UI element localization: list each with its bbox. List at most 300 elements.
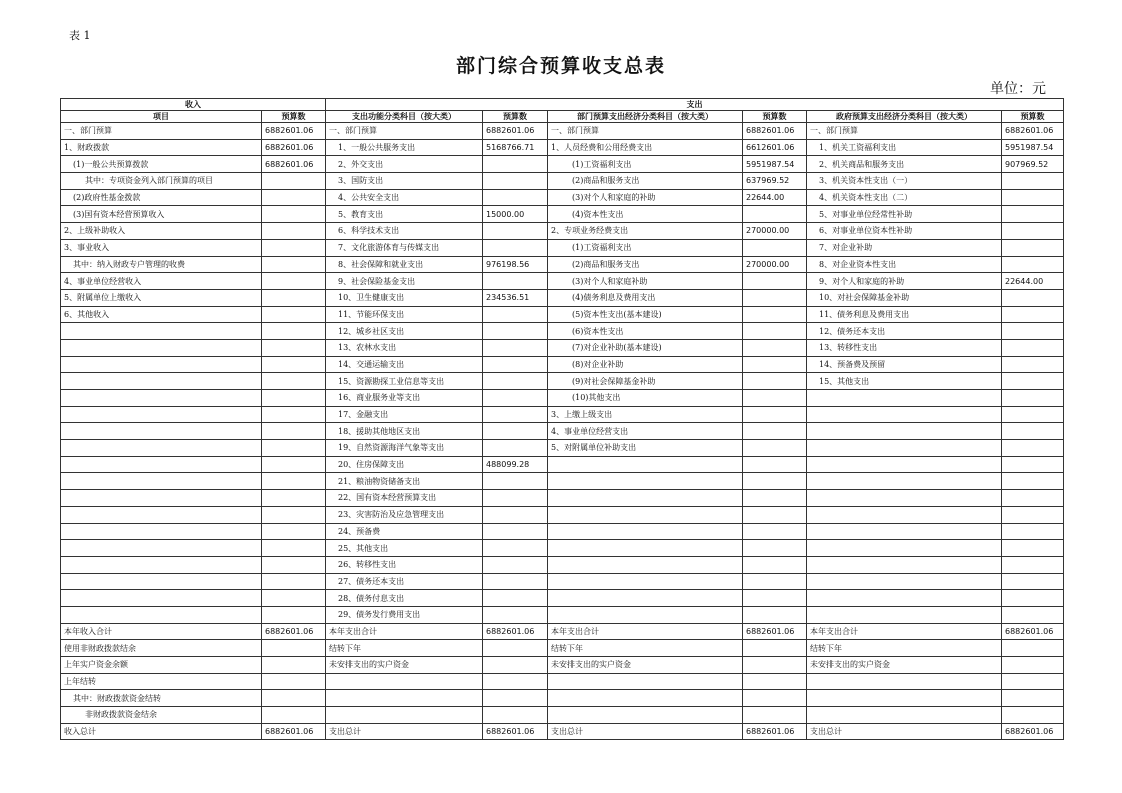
table-row xyxy=(61,156,1064,173)
gov-econ-amount xyxy=(1002,173,1064,190)
table-row xyxy=(61,206,1064,223)
gov-econ-amount xyxy=(1002,289,1064,306)
page-title: 部门综合预算收支总表 xyxy=(455,55,666,77)
gov-econ-item: 本年支出合计 xyxy=(807,623,1002,640)
income-item: 使用非财政拨款结余 xyxy=(61,640,262,657)
dept-econ-class-header: 部门预算支出经济分类科目（按大类） xyxy=(548,111,743,123)
income-item: 一、部门预算 xyxy=(61,123,262,140)
income-item: 1、财政拨款 xyxy=(61,139,262,156)
table-row xyxy=(61,239,1064,256)
income-item: 2、上级补助收入 xyxy=(61,223,262,240)
function-item: 11、节能环保支出 xyxy=(326,306,483,323)
income-amount xyxy=(262,540,326,557)
function-item: 9、社会保险基金支出 xyxy=(326,273,483,290)
income-item xyxy=(61,506,262,523)
dept-econ-item xyxy=(548,606,743,623)
function-amount xyxy=(483,473,548,490)
income-item xyxy=(61,390,262,407)
function-item: 3、国防支出 xyxy=(326,173,483,190)
function-item xyxy=(326,707,483,724)
table-row xyxy=(61,556,1064,573)
function-amount xyxy=(483,506,548,523)
income-amount xyxy=(262,273,326,290)
gov-econ-amount xyxy=(1002,339,1064,356)
gov-econ-item: 13、转移性支出 xyxy=(807,339,1002,356)
gov-econ-item: 未安排支出的实户资金 xyxy=(807,657,1002,674)
dept-econ-amount xyxy=(743,423,807,440)
table-row xyxy=(61,440,1064,457)
income-amount xyxy=(262,239,326,256)
dept-econ-item xyxy=(548,673,743,690)
gov-econ-item: 7、对企业补助 xyxy=(807,239,1002,256)
gov-econ-amount xyxy=(1002,556,1064,573)
dept-econ-amount xyxy=(743,306,807,323)
function-amount xyxy=(483,339,548,356)
table-row xyxy=(61,339,1064,356)
function-item: 22、国有资本经营预算支出 xyxy=(326,490,483,507)
income-amount: 6882601.06 xyxy=(262,156,326,173)
income-amount xyxy=(262,523,326,540)
gov-econ-item: 3、机关资本性支出（一） xyxy=(807,173,1002,190)
dept-econ-item: (3)对个人和家庭的补助 xyxy=(548,189,743,206)
dept-econ-item xyxy=(548,473,743,490)
budget-table xyxy=(60,98,1064,740)
dept-econ-item xyxy=(548,523,743,540)
function-item xyxy=(326,673,483,690)
income-amount xyxy=(262,173,326,190)
table-row xyxy=(61,373,1064,390)
income-item xyxy=(61,373,262,390)
dept-econ-amount: 22644.00 xyxy=(743,189,807,206)
gov-econ-item xyxy=(807,590,1002,607)
dept-econ-amount xyxy=(743,356,807,373)
table-row xyxy=(61,657,1064,674)
gov-econ-amount: 6882601.06 xyxy=(1002,123,1064,140)
function-amount xyxy=(483,573,548,590)
dept-econ-amount xyxy=(743,506,807,523)
function-amount xyxy=(483,490,548,507)
gov-econ-item xyxy=(807,406,1002,423)
table-row xyxy=(61,139,1064,156)
gov-econ-amount xyxy=(1002,690,1064,707)
table-number: 表 1 xyxy=(69,29,91,42)
function-item: 1、一般公共服务支出 xyxy=(326,139,483,156)
table-row xyxy=(61,506,1064,523)
function-item: 4、公共安全支出 xyxy=(326,189,483,206)
gov-econ-item: 10、对社会保障基金补助 xyxy=(807,289,1002,306)
income-item: 其中：财政拨款资金结转 xyxy=(61,690,262,707)
function-class-header: 支出功能分类科目（按大类） xyxy=(326,111,483,123)
gov-econ-item: 8、对企业资本性支出 xyxy=(807,256,1002,273)
dept-econ-amount xyxy=(743,540,807,557)
gov-econ-item: 15、其他支出 xyxy=(807,373,1002,390)
function-amount xyxy=(483,707,548,724)
function-amount xyxy=(483,273,548,290)
gov-econ-item: 11、债务利息及费用支出 xyxy=(807,306,1002,323)
income-amount xyxy=(262,456,326,473)
income-item-header: 项目 xyxy=(61,111,262,123)
function-item: 27、债务还本支出 xyxy=(326,573,483,590)
function-amount xyxy=(483,523,548,540)
income-item xyxy=(61,590,262,607)
function-amount: 234536.51 xyxy=(483,289,548,306)
gov-econ-item: 4、机关资本性支出（二） xyxy=(807,189,1002,206)
gov-econ-amount: 22644.00 xyxy=(1002,273,1064,290)
dept-econ-item: 一、部门预算 xyxy=(548,123,743,140)
income-amount xyxy=(262,373,326,390)
dept-econ-amount xyxy=(743,456,807,473)
gov-econ-amount xyxy=(1002,640,1064,657)
dept-econ-item xyxy=(548,556,743,573)
gov-econ-item: 2、机关商品和服务支出 xyxy=(807,156,1002,173)
gov-econ-amount xyxy=(1002,540,1064,557)
table-row xyxy=(61,623,1064,640)
dept-econ-item: (8)对企业补助 xyxy=(548,356,743,373)
gov-econ-item xyxy=(807,540,1002,557)
gov-econ-amount xyxy=(1002,390,1064,407)
table-row xyxy=(61,473,1064,490)
function-amount xyxy=(483,673,548,690)
dept-econ-amount xyxy=(743,606,807,623)
dept-econ-item: (7)对企业补助(基本建设) xyxy=(548,339,743,356)
dept-econ-amount xyxy=(743,523,807,540)
gov-econ-item: 12、债务还本支出 xyxy=(807,323,1002,340)
income-amount xyxy=(262,323,326,340)
gov-econ-amount xyxy=(1002,490,1064,507)
function-amount xyxy=(483,640,548,657)
gov-econ-amount xyxy=(1002,223,1064,240)
dept-econ-item xyxy=(548,506,743,523)
income-item: (3)国有资本经营预算收入 xyxy=(61,206,262,223)
dept-econ-item: (1)工资福利支出 xyxy=(548,156,743,173)
dept-econ-item xyxy=(548,573,743,590)
dept-econ-item xyxy=(548,590,743,607)
table-row xyxy=(61,273,1064,290)
gov-econ-amount: 6882601.06 xyxy=(1002,723,1064,740)
income-amount xyxy=(262,406,326,423)
table-row xyxy=(61,540,1064,557)
function-item: 5、教育支出 xyxy=(326,206,483,223)
function-item: 7、文化旅游体育与传媒支出 xyxy=(326,239,483,256)
income-amount xyxy=(262,473,326,490)
dept-econ-amount: 6882601.06 xyxy=(743,623,807,640)
dept-econ-item: 5、对附属单位补助支出 xyxy=(548,440,743,457)
gov-econ-item: 支出总计 xyxy=(807,723,1002,740)
gov-econ-item xyxy=(807,573,1002,590)
function-item: 10、卫生健康支出 xyxy=(326,289,483,306)
dept-econ-item: (6)资本性支出 xyxy=(548,323,743,340)
income-item xyxy=(61,356,262,373)
dept-econ-item: (4)债务利息及费用支出 xyxy=(548,289,743,306)
function-item: 支出总计 xyxy=(326,723,483,740)
income-amount xyxy=(262,306,326,323)
function-amount xyxy=(483,173,548,190)
table-row xyxy=(61,390,1064,407)
function-item: 8、社会保障和就业支出 xyxy=(326,256,483,273)
gov-econ-amount xyxy=(1002,606,1064,623)
income-item xyxy=(61,573,262,590)
function-item: 24、预备费 xyxy=(326,523,483,540)
dept-econ-amount xyxy=(743,323,807,340)
table-row xyxy=(61,590,1064,607)
table-row xyxy=(61,573,1064,590)
function-amount xyxy=(483,690,548,707)
table-row xyxy=(61,323,1064,340)
income-amount xyxy=(262,707,326,724)
income-item: (1)一般公共预算拨款 xyxy=(61,156,262,173)
gov-econ-item xyxy=(807,690,1002,707)
gov-econ-amount xyxy=(1002,256,1064,273)
gov-econ-item: 14、预备费及预留 xyxy=(807,356,1002,373)
dept-econ-item: 支出总计 xyxy=(548,723,743,740)
income-item xyxy=(61,323,262,340)
income-amount xyxy=(262,590,326,607)
function-amount: 15000.00 xyxy=(483,206,548,223)
function-item: 25、其他支出 xyxy=(326,540,483,557)
gov-econ-amount xyxy=(1002,189,1064,206)
dept-econ-amount xyxy=(743,206,807,223)
gov-econ-item: 结转下年 xyxy=(807,640,1002,657)
dept-econ-amount xyxy=(743,239,807,256)
function-item: 23、灾害防治及应急管理支出 xyxy=(326,506,483,523)
dept-econ-item: 1、人员经费和公用经费支出 xyxy=(548,139,743,156)
dept-econ-item: (9)对社会保障基金补助 xyxy=(548,373,743,390)
income-item xyxy=(61,523,262,540)
table-row xyxy=(61,223,1064,240)
dept-econ-item xyxy=(548,490,743,507)
income-amount xyxy=(262,640,326,657)
gov-econ-item xyxy=(807,423,1002,440)
income-amount xyxy=(262,356,326,373)
gov-econ-amount xyxy=(1002,406,1064,423)
income-amount xyxy=(262,440,326,457)
gov-econ-amount xyxy=(1002,356,1064,373)
gov-econ-amount xyxy=(1002,523,1064,540)
function-amount xyxy=(483,390,548,407)
dept-econ-item xyxy=(548,456,743,473)
function-item: 26、转移性支出 xyxy=(326,556,483,573)
dept-econ-item xyxy=(548,690,743,707)
dept-econ-amount xyxy=(743,707,807,724)
function-amount xyxy=(483,606,548,623)
function-amount xyxy=(483,373,548,390)
function-item: 15、资源勘探工业信息等支出 xyxy=(326,373,483,390)
income-amount xyxy=(262,573,326,590)
gov-econ-amount xyxy=(1002,673,1064,690)
gov-econ-item xyxy=(807,390,1002,407)
dept-econ-item: (5)资本性支出(基本建设) xyxy=(548,306,743,323)
table-row xyxy=(61,173,1064,190)
gov-econ-item xyxy=(807,490,1002,507)
gov-econ-amount xyxy=(1002,440,1064,457)
income-amount: 6882601.06 xyxy=(262,123,326,140)
function-amount xyxy=(483,657,548,674)
gov-econ-item: 6、对事业单位资本性补助 xyxy=(807,223,1002,240)
income-amount xyxy=(262,390,326,407)
income-amount xyxy=(262,206,326,223)
table-row xyxy=(61,723,1064,740)
function-amount: 6882601.06 xyxy=(483,623,548,640)
gov-econ-item xyxy=(807,506,1002,523)
income-amount xyxy=(262,189,326,206)
gov-econ-amount xyxy=(1002,206,1064,223)
dept-econ-amount: 270000.00 xyxy=(743,256,807,273)
dept-econ-amount xyxy=(743,590,807,607)
table-row xyxy=(61,606,1064,623)
dept-econ-amount xyxy=(743,573,807,590)
income-item xyxy=(61,406,262,423)
dept-econ-item: (4)资本性支出 xyxy=(548,206,743,223)
gov-econ-item: 1、机关工资福利支出 xyxy=(807,139,1002,156)
function-item: 16、商业服务业等支出 xyxy=(326,390,483,407)
dept-econ-amount xyxy=(743,406,807,423)
table-row xyxy=(61,490,1064,507)
function-amount xyxy=(483,156,548,173)
income-amount: 6882601.06 xyxy=(262,139,326,156)
function-amount: 5168766.71 xyxy=(483,139,548,156)
dept-econ-amount: 6612601.06 xyxy=(743,139,807,156)
function-amount: 6882601.06 xyxy=(483,123,548,140)
dept-econ-amount xyxy=(743,556,807,573)
function-amount xyxy=(483,423,548,440)
dept-econ-amount xyxy=(743,640,807,657)
unit-label: 单位：元 xyxy=(990,81,1046,97)
function-amount xyxy=(483,440,548,457)
table-row xyxy=(61,256,1064,273)
income-item xyxy=(61,556,262,573)
income-item xyxy=(61,339,262,356)
income-item xyxy=(61,456,262,473)
gov-econ-item xyxy=(807,606,1002,623)
gov-econ-amount xyxy=(1002,306,1064,323)
function-item: 19、自然资源海洋气象等支出 xyxy=(326,440,483,457)
dept-econ-amount xyxy=(743,440,807,457)
table-row xyxy=(61,289,1064,306)
table-row xyxy=(61,306,1064,323)
income-amount xyxy=(262,556,326,573)
function-item: 29、债务发行费用支出 xyxy=(326,606,483,623)
table-row xyxy=(61,673,1064,690)
function-amount: 488099.28 xyxy=(483,456,548,473)
dept-econ-item: (2)商品和服务支出 xyxy=(548,173,743,190)
income-item xyxy=(61,490,262,507)
dept-econ-amount xyxy=(743,473,807,490)
table-row xyxy=(61,456,1064,473)
function-amount xyxy=(483,323,548,340)
income-item xyxy=(61,473,262,490)
table-row xyxy=(61,423,1064,440)
dept-econ-item: 3、上缴上级支出 xyxy=(548,406,743,423)
dept-econ-amount xyxy=(743,273,807,290)
table-row xyxy=(61,406,1064,423)
function-item: 13、农林水支出 xyxy=(326,339,483,356)
dept-econ-amount: 637969.52 xyxy=(743,173,807,190)
income-amount xyxy=(262,506,326,523)
function-item: 6、科学技术支出 xyxy=(326,223,483,240)
income-amount xyxy=(262,223,326,240)
function-amount xyxy=(483,356,548,373)
income-amount xyxy=(262,690,326,707)
income-amount xyxy=(262,289,326,306)
dept-econ-item xyxy=(548,540,743,557)
dept-econ-item: (1)工资福利支出 xyxy=(548,239,743,256)
table-row xyxy=(61,123,1064,140)
gov-econ-amount-header: 预算数 xyxy=(1002,111,1064,123)
function-item: 20、住房保障支出 xyxy=(326,456,483,473)
function-amount: 6882601.06 xyxy=(483,723,548,740)
dept-econ-item: 未安排支出的实户资金 xyxy=(548,657,743,674)
function-item: 14、交通运输支出 xyxy=(326,356,483,373)
gov-econ-amount xyxy=(1002,239,1064,256)
dept-econ-amount xyxy=(743,490,807,507)
income-item xyxy=(61,423,262,440)
gov-econ-item xyxy=(807,707,1002,724)
gov-econ-amount xyxy=(1002,573,1064,590)
function-item: 结转下年 xyxy=(326,640,483,657)
gov-econ-item xyxy=(807,673,1002,690)
income-item: 其中：专项资金列入部门预算的项目 xyxy=(61,173,262,190)
dept-econ-amount: 6882601.06 xyxy=(743,723,807,740)
table-row xyxy=(61,707,1064,724)
function-amount xyxy=(483,189,548,206)
income-item: 上年结转 xyxy=(61,673,262,690)
function-amount xyxy=(483,540,548,557)
function-amount xyxy=(483,239,548,256)
dept-econ-amount xyxy=(743,339,807,356)
function-amount xyxy=(483,306,548,323)
income-amount-header: 预算数 xyxy=(262,111,326,123)
income-item: 收入总计 xyxy=(61,723,262,740)
function-amount xyxy=(483,406,548,423)
income-amount xyxy=(262,657,326,674)
dept-econ-item: 4、事业单位经营支出 xyxy=(548,423,743,440)
dept-econ-item: 2、专项业务经费支出 xyxy=(548,223,743,240)
table-row xyxy=(61,523,1064,540)
gov-econ-amount xyxy=(1002,707,1064,724)
income-item: 5、附属单位上缴收入 xyxy=(61,289,262,306)
gov-econ-amount: 5951987.54 xyxy=(1002,139,1064,156)
function-item: 18、援助其他地区支出 xyxy=(326,423,483,440)
table-row xyxy=(61,690,1064,707)
function-item: 未安排支出的实户资金 xyxy=(326,657,483,674)
dept-econ-item: (2)商品和服务支出 xyxy=(548,256,743,273)
income-group-header: 收入 xyxy=(61,99,326,111)
gov-econ-item xyxy=(807,523,1002,540)
expense-group-header: 支出 xyxy=(326,99,1064,111)
income-amount xyxy=(262,606,326,623)
dept-econ-amount xyxy=(743,657,807,674)
gov-econ-item: 9、对个人和家庭的补助 xyxy=(807,273,1002,290)
dept-econ-amount xyxy=(743,289,807,306)
gov-econ-amount xyxy=(1002,456,1064,473)
gov-econ-amount: 907969.52 xyxy=(1002,156,1064,173)
table-row xyxy=(61,640,1064,657)
income-amount: 6882601.06 xyxy=(262,623,326,640)
gov-econ-class-header: 政府预算支出经济分类科目（按大类） xyxy=(807,111,1002,123)
function-item: 2、外交支出 xyxy=(326,156,483,173)
gov-econ-item xyxy=(807,556,1002,573)
gov-econ-item xyxy=(807,440,1002,457)
income-item xyxy=(61,540,262,557)
gov-econ-item: 5、对事业单位经常性补助 xyxy=(807,206,1002,223)
gov-econ-amount xyxy=(1002,590,1064,607)
income-amount xyxy=(262,673,326,690)
income-item: (2)政府性基金拨款 xyxy=(61,189,262,206)
gov-econ-amount xyxy=(1002,323,1064,340)
dept-econ-amount xyxy=(743,673,807,690)
gov-econ-amount xyxy=(1002,373,1064,390)
function-item xyxy=(326,690,483,707)
